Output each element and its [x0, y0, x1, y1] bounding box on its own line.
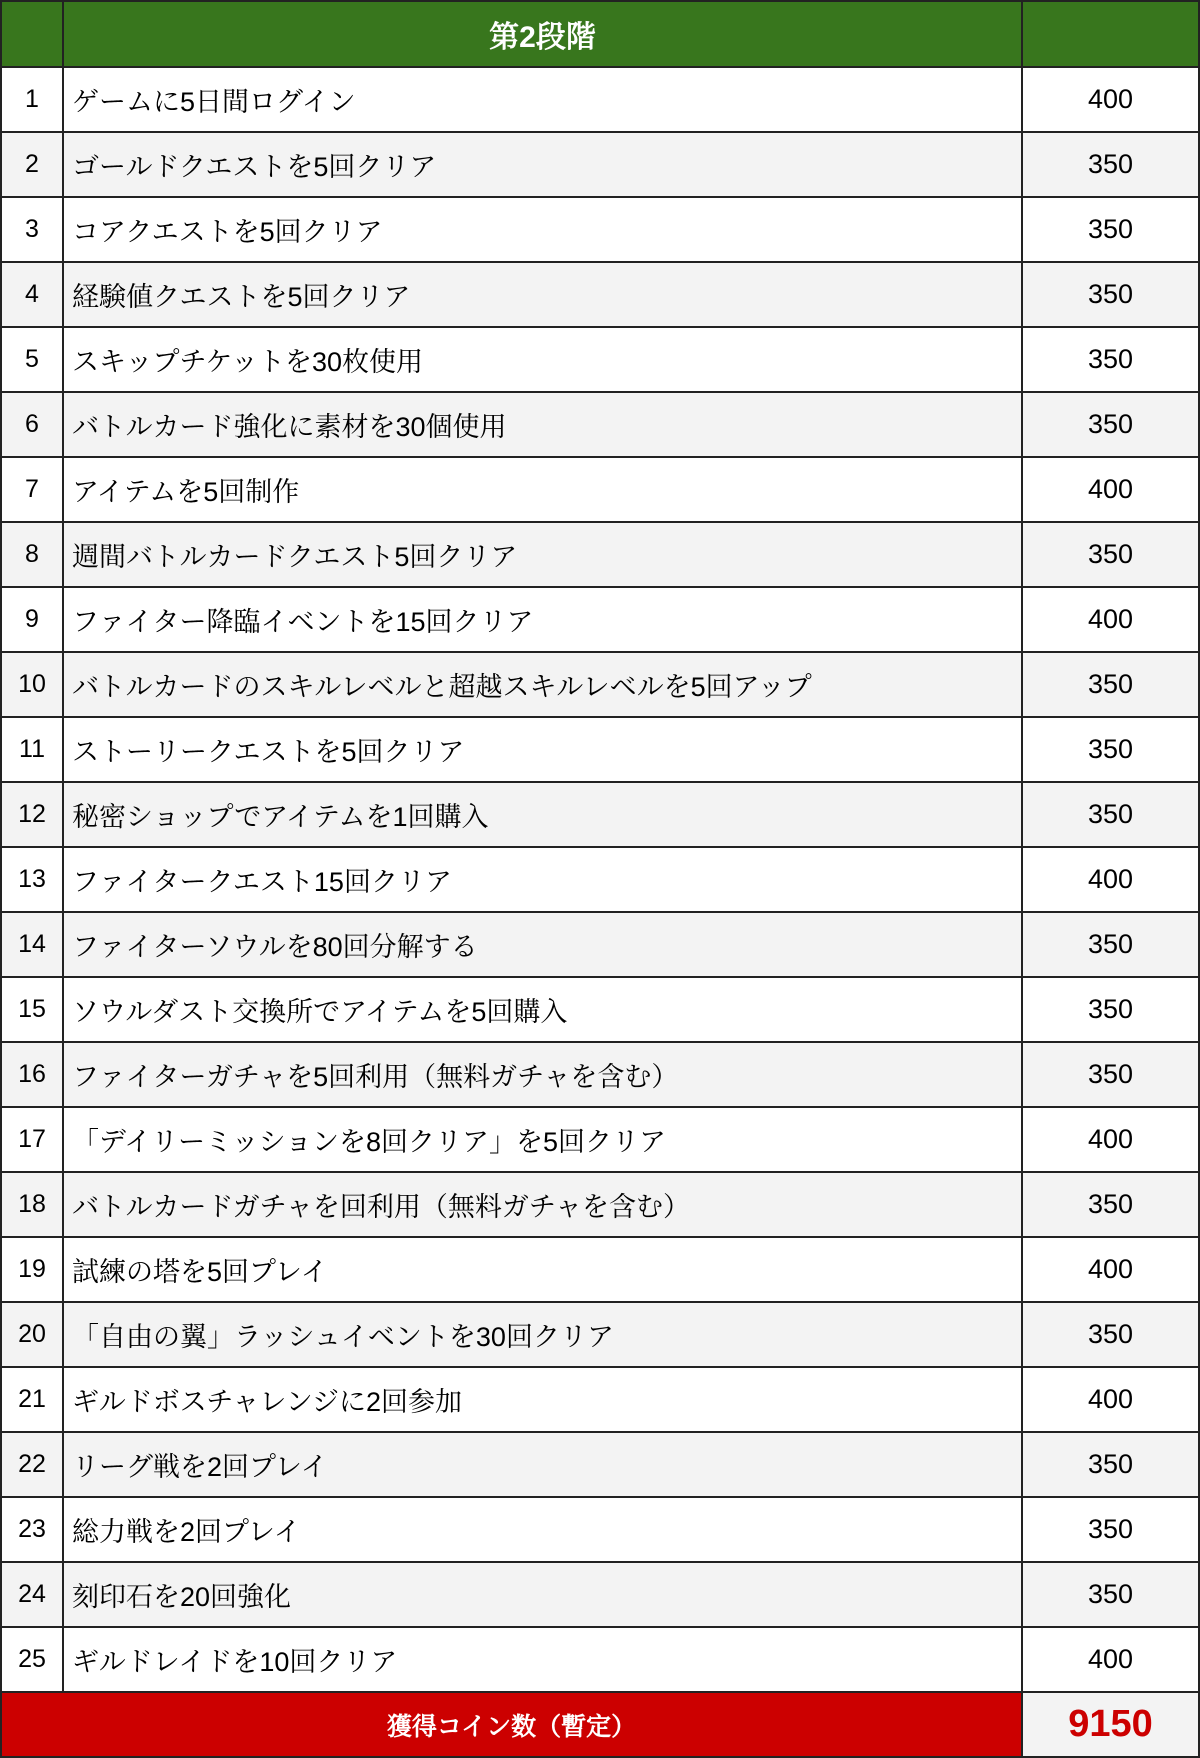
coin-value: 400	[1022, 457, 1199, 522]
table-row	[1, 1172, 1199, 1237]
row-number: 2	[1, 132, 63, 197]
row-number: 24	[1, 1562, 63, 1627]
row-number: 8	[1, 522, 63, 587]
mission-text: アイテムを5回制作	[63, 457, 1022, 522]
row-number: 7	[1, 457, 63, 522]
mission-text: バトルカード強化に素材を30個使用	[63, 392, 1022, 457]
coin-value: 400	[1022, 587, 1199, 652]
mission-text: ギルドレイドを10回クリア	[63, 1627, 1022, 1692]
mission-text: ファイター降臨イベントを15回クリア	[63, 587, 1022, 652]
row-number: 21	[1, 1367, 63, 1432]
row-number: 12	[1, 782, 63, 847]
coin-value: 350	[1022, 717, 1199, 782]
table-row	[1, 782, 1199, 847]
table-row	[1, 197, 1199, 262]
row-number: 14	[1, 912, 63, 977]
table-row	[1, 1497, 1199, 1562]
total-value: 9150	[1022, 1692, 1199, 1757]
table-row	[1, 587, 1199, 652]
table-row	[1, 1237, 1199, 1302]
table-row	[1, 1367, 1199, 1432]
header-row	[1, 1, 1199, 67]
mission-text: 刻印石を20回強化	[63, 1562, 1022, 1627]
coin-value: 400	[1022, 1627, 1199, 1692]
coin-value: 350	[1022, 522, 1199, 587]
row-number: 23	[1, 1497, 63, 1562]
coin-value: 350	[1022, 1497, 1199, 1562]
coin-value: 350	[1022, 327, 1199, 392]
stage-title: 第2段階	[63, 1, 1022, 67]
coin-value: 350	[1022, 1172, 1199, 1237]
table-row	[1, 262, 1199, 327]
table-row	[1, 1562, 1199, 1627]
mission-text: ファイターソウルを80回分解する	[63, 912, 1022, 977]
table-row	[1, 327, 1199, 392]
mission-text: 秘密ショップでアイテムを1回購入	[63, 782, 1022, 847]
row-number: 9	[1, 587, 63, 652]
table-row	[1, 912, 1199, 977]
row-number: 13	[1, 847, 63, 912]
coin-value: 350	[1022, 1042, 1199, 1107]
coin-value: 350	[1022, 132, 1199, 197]
mission-text: ファイターガチャを5回利用（無料ガチャを含む）	[63, 1042, 1022, 1107]
table-row	[1, 392, 1199, 457]
mission-text: バトルカードガチャを回利用（無料ガチャを含む）	[63, 1172, 1022, 1237]
mission-text: 「デイリーミッションを8回クリア」を5回クリア	[63, 1107, 1022, 1172]
total-row	[1, 1692, 1199, 1757]
row-number: 5	[1, 327, 63, 392]
mission-text: コアクエストを5回クリア	[63, 197, 1022, 262]
table-row	[1, 132, 1199, 197]
table-row	[1, 977, 1199, 1042]
mission-text: スキップチケットを30枚使用	[63, 327, 1022, 392]
coin-value: 400	[1022, 1237, 1199, 1302]
mission-text: ファイタークエスト15回クリア	[63, 847, 1022, 912]
coin-value: 350	[1022, 652, 1199, 717]
table-row	[1, 457, 1199, 522]
mission-text: 総力戦を2回プレイ	[63, 1497, 1022, 1562]
table-row	[1, 67, 1199, 132]
row-number: 15	[1, 977, 63, 1042]
coin-value: 400	[1022, 67, 1199, 132]
table-row	[1, 522, 1199, 587]
coin-value: 350	[1022, 197, 1199, 262]
mission-text: ゴールドクエストを5回クリア	[63, 132, 1022, 197]
table-row	[1, 1627, 1199, 1692]
mission-text: 週間バトルカードクエスト5回クリア	[63, 522, 1022, 587]
total-label: 獲得コイン数（暫定）	[1, 1692, 1022, 1757]
table-row	[1, 652, 1199, 717]
mission-text: リーグ戦を2回プレイ	[63, 1432, 1022, 1497]
coin-value: 350	[1022, 1432, 1199, 1497]
coin-value: 400	[1022, 847, 1199, 912]
mission-text: ゲームに5日間ログイン	[63, 67, 1022, 132]
coin-value: 350	[1022, 912, 1199, 977]
table-row	[1, 1042, 1199, 1107]
mission-text: 「自由の翼」ラッシュイベントを30回クリア	[63, 1302, 1022, 1367]
table-row	[1, 1302, 1199, 1367]
row-number: 18	[1, 1172, 63, 1237]
coin-value: 350	[1022, 1302, 1199, 1367]
coin-value: 400	[1022, 1367, 1199, 1432]
table-row	[1, 717, 1199, 782]
row-number: 17	[1, 1107, 63, 1172]
mission-text: バトルカードのスキルレベルと超越スキルレベルを5回アップ	[63, 652, 1022, 717]
header-index-cell	[1, 1, 63, 67]
table-row	[1, 847, 1199, 912]
coin-value: 350	[1022, 1562, 1199, 1627]
coin-value: 350	[1022, 977, 1199, 1042]
header-value-cell	[1022, 1, 1199, 67]
row-number: 20	[1, 1302, 63, 1367]
row-number: 4	[1, 262, 63, 327]
table-row	[1, 1107, 1199, 1172]
mission-text: ソウルダスト交換所でアイテムを5回購入	[63, 977, 1022, 1042]
coin-value: 350	[1022, 782, 1199, 847]
mission-text: 試練の塔を5回プレイ	[63, 1237, 1022, 1302]
table-row	[1, 1432, 1199, 1497]
row-number: 25	[1, 1627, 63, 1692]
coin-value: 350	[1022, 392, 1199, 457]
row-number: 1	[1, 67, 63, 132]
row-number: 22	[1, 1432, 63, 1497]
row-number: 16	[1, 1042, 63, 1107]
mission-text: 経験値クエストを5回クリア	[63, 262, 1022, 327]
mission-text: ギルドボスチャレンジに2回参加	[63, 1367, 1022, 1432]
mission-text: ストーリークエストを5回クリア	[63, 717, 1022, 782]
row-number: 6	[1, 392, 63, 457]
row-number: 3	[1, 197, 63, 262]
row-number: 11	[1, 717, 63, 782]
row-number: 19	[1, 1237, 63, 1302]
coin-value: 400	[1022, 1107, 1199, 1172]
row-number: 10	[1, 652, 63, 717]
coin-value: 350	[1022, 262, 1199, 327]
